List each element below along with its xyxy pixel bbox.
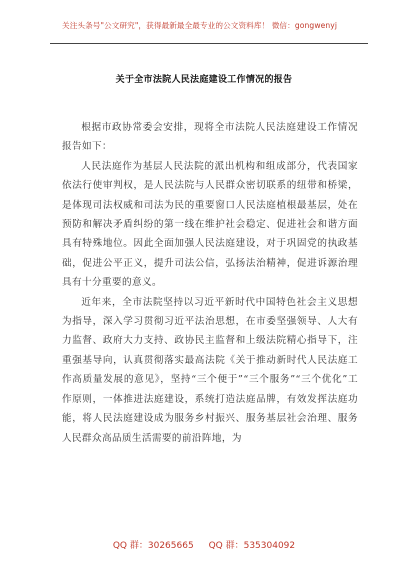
footer-qq-group-2: QQ 群：535304092 [208,541,296,551]
header-banner: 关注头条号"公文研究"，获得最新最全最专业的公文资料库！ 微信：gongwenyj [62,21,338,30]
header-divider [50,43,368,44]
paragraph-recent-years: 近年来，全市法院坚持以习近平新时代中国特色社会主义思想为指导，深入学习贯彻习近平法治思想，在市委坚强领导、人大有力监督、政府大力支持、政协民主监督和上级法院精心指导下，注重强基导向，认真贯彻落实最高法院《关于推动新时代人民法庭工作高质量发展的意见》，坚持“三个便于”“三个服务”“三个优化”工作原则，一体推进法庭建设，系统打造法庭品牌，有效发挥法庭功能，将人民法庭建设成为服务乡村振兴、服务基层社会治理、服务人民群众高品质生活需要的前沿阵地，为 [62,296,358,444]
document-body [62,118,358,448]
footer-qq-group-1: QQ 群：30265665 [112,541,194,551]
paragraph-intro: 根据市政协常委会安排，现将全市法院人民法庭建设工作情况报告如下： [62,122,358,153]
footer-contact [0,538,408,551]
paragraph-significance: 人民法庭作为基层人民法院的派出机构和组成部分，代表国家依法行使审判权，是人民法院与人民群众密切联系的纽带和桥梁，是体现司法权威和司法为民的重要窗口人民法庭植根最基层，处在预防和解决矛盾纠纷的第一线在维护社会稳定、促进社会和谐方面具有特殊地位。因此全面加强人民法庭建设，对于巩固党的执政基础，促进公平正义，提升司法公信，弘扬法治精神，促进诉源治理具有十分重要的意义。 [62,160,358,289]
document-title: 关于全市法院人民法庭建设工作情况的报告 [115,75,293,85]
